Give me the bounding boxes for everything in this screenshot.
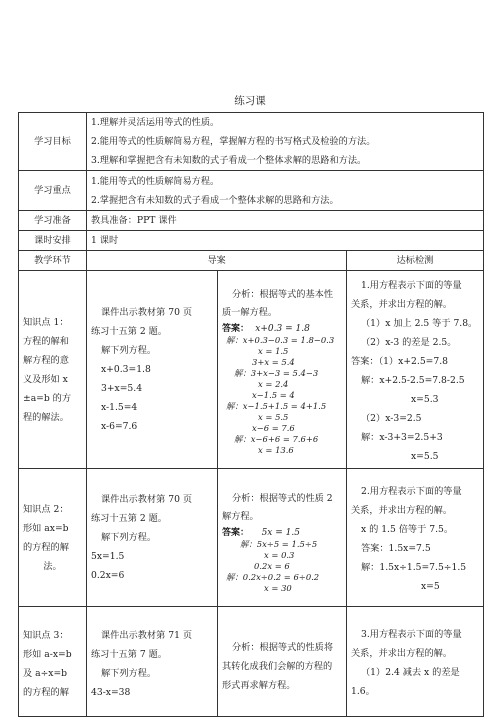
kp1-check-line: 答案：（1）x+2.5=7.8 bbox=[351, 356, 448, 367]
kp1-analysis-line: 质一解方程。 bbox=[222, 307, 278, 318]
kp2-math-line: 解：5x÷5 = 1.5÷5 bbox=[240, 538, 318, 549]
kp1-label bbox=[19, 271, 87, 469]
keypoint-item: 2.掌握把含有未知数的式子看成一个整体求解的思路和方法。 bbox=[91, 194, 339, 206]
kp3-guide-line: 课件出示教材第 71 页 bbox=[101, 629, 193, 641]
kp1-math-line: x = 5.5 bbox=[258, 412, 289, 422]
kp2-guide-line: 课件出示教材第 70 页 bbox=[101, 494, 193, 505]
kp3-analysis-line: 形式再求解方程。 bbox=[222, 680, 296, 691]
kp1-math-line: x = 2.4 bbox=[258, 379, 289, 389]
kp2-math-line: 0.2x = 6 bbox=[254, 560, 290, 571]
kp1-guide-line: 课件出示教材第 70 页 bbox=[101, 307, 193, 318]
header-stage: 教学环节 bbox=[19, 251, 87, 271]
row-keypoints bbox=[19, 171, 484, 211]
kp2-label-line: 的方程的解 bbox=[23, 541, 69, 553]
kp3-label-line: 形如 a-x=b bbox=[23, 648, 72, 660]
kp3-check-line: 关系，并求出方程的解。 bbox=[351, 648, 453, 659]
kp2-check-line: 解：1.5x÷1.5=7.5÷1.5 bbox=[361, 562, 467, 573]
row-kp2 bbox=[19, 469, 484, 607]
kp1-math-line: 3+x = 5.4 bbox=[252, 357, 295, 367]
header-check: 达标检测 bbox=[347, 251, 484, 271]
hours-value: 1 课时 bbox=[87, 231, 484, 251]
kp3-analysis-line: 其转化成我们会解的方程的 bbox=[222, 661, 333, 672]
kp2-math-line: x = 0.3 bbox=[264, 549, 295, 560]
kp1-math-line: 解：x−1.5+1.5 = 4+1.5 bbox=[226, 401, 327, 411]
kp2-analysis bbox=[218, 469, 347, 607]
kp1-math-line: 解：x+0.3−0.3 = 1.8−0.3 bbox=[226, 335, 335, 345]
kp3-label-line: 知识点 3： bbox=[23, 629, 69, 641]
kp2-label-line: 法。 bbox=[43, 560, 62, 572]
kp2-math-line: x = 30 bbox=[264, 582, 292, 593]
prep-value: 教具准备：PPT 课件 bbox=[87, 211, 484, 231]
keypoints-label: 学习重点 bbox=[19, 171, 87, 211]
kp1-analysis bbox=[218, 271, 347, 469]
keypoints-content bbox=[87, 171, 484, 211]
kp2-check-line: x=5 bbox=[421, 581, 440, 592]
row-prep bbox=[19, 211, 484, 231]
kp1-math-line: x−1.5 = 4 bbox=[252, 390, 295, 400]
kp3-guide-line: 练习十五第 7 题。 bbox=[91, 648, 167, 660]
kp1-math-line: 解：x−6+6 = 7.6+6 bbox=[234, 434, 319, 444]
kp3-label bbox=[19, 607, 87, 717]
kp2-guide-line: 练习十五第 2 题。 bbox=[91, 513, 167, 524]
header-guide: 导案 bbox=[87, 251, 347, 271]
goals-label: 学习目标 bbox=[19, 113, 87, 171]
kp1-math-line: x+0.3 = 1.8 bbox=[255, 324, 310, 334]
kp2-guide-line: 解下列方程。 bbox=[101, 532, 157, 543]
kp1-guide-line: 练习十五第 2 题。 bbox=[91, 326, 167, 337]
kp2-analysis-line: 分析：根据等式的性质 2 bbox=[232, 492, 333, 504]
kp3-analysis-line: 分析：根据等式的性质将 bbox=[232, 642, 334, 653]
kp3-analysis bbox=[218, 607, 347, 717]
kp2-label-line: 形如 ax=b bbox=[23, 522, 69, 534]
kp3-guide bbox=[87, 607, 218, 717]
goal-item: 3.理解和掌握把含有未知数的式子看成一个整体求解的思路和方法。 bbox=[91, 155, 367, 166]
kp2-math-line: 解：0.2x÷0.2 = 6÷0.2 bbox=[226, 571, 320, 582]
kp2-answer-label: 答案： 5x = 1.5 bbox=[222, 527, 300, 538]
kp1-solution bbox=[222, 324, 342, 456]
kp1-check-line: （1）x 加上 2.5 等于 7.8。 bbox=[361, 318, 478, 329]
kp1-label-line: 解方程的意 bbox=[23, 354, 69, 366]
goal-item: 2.能用等式的性质解简易方程，掌握解方程的书写格式及检验的方法。 bbox=[91, 136, 376, 147]
row-kp3 bbox=[19, 607, 484, 717]
lesson-plan-table bbox=[18, 112, 484, 717]
kp1-check-line: 关系，并求出方程的解。 bbox=[351, 299, 453, 310]
kp1-guide-line: x+0.3=1.8 bbox=[101, 364, 151, 375]
row-kp1 bbox=[19, 271, 484, 469]
kp1-check-line: 解：x-3+3=2.5+3 bbox=[361, 432, 443, 443]
kp1-math-line: 解：3+x−3 = 5.4−3 bbox=[234, 368, 319, 378]
kp1-check-line: 解：x+2.5-2.5=7.8-2.5 bbox=[361, 375, 465, 386]
kp1-label-line: ±a=b 的方 bbox=[23, 392, 72, 404]
kp2-check-line: x 的 1.5 倍等于 7.5。 bbox=[361, 524, 454, 535]
kp1-label-line: 知识点 1： bbox=[23, 316, 69, 328]
kp1-check-line: x=5.3 bbox=[411, 394, 439, 405]
kp2-label bbox=[19, 469, 87, 607]
kp1-guide-line: 3+x=5.4 bbox=[101, 383, 143, 394]
kp2-analysis-line: 解方程。 bbox=[222, 510, 259, 522]
kp3-check-line: 1.6。 bbox=[351, 686, 375, 697]
row-goals bbox=[19, 113, 484, 171]
kp3-check-line: 3.用方程表示下面的等量 bbox=[361, 629, 462, 640]
kp2-check-line: 2.用方程表示下面的等量 bbox=[361, 486, 462, 497]
kp2-guide bbox=[87, 469, 218, 607]
kp1-guide bbox=[87, 271, 218, 469]
kp1-guide-line: x-6=7.6 bbox=[101, 421, 138, 432]
kp1-check-line: （2）x-3 的差是 2.5。 bbox=[361, 337, 457, 348]
kp2-check bbox=[347, 469, 484, 607]
kp1-math-line: x = 13.6 bbox=[258, 445, 294, 455]
page-title: 练习课 bbox=[234, 95, 266, 107]
prep-label: 学习准备 bbox=[19, 211, 87, 231]
kp1-guide-line: x-1.5=4 bbox=[101, 402, 138, 413]
goals-content bbox=[87, 113, 484, 171]
kp3-label-line: 及 a÷x=b bbox=[23, 667, 68, 679]
goal-item: 1.理解并灵活运用等式的性质。 bbox=[91, 117, 220, 128]
hours-label: 课时安排 bbox=[19, 231, 87, 251]
kp1-label-line: 义及形如 x bbox=[23, 373, 68, 385]
kp1-math-line: x = 1.5 bbox=[258, 346, 289, 356]
row-hours bbox=[19, 231, 484, 251]
kp1-answer-label: 答案： x+0.3 = 1.8 bbox=[222, 324, 310, 334]
kp1-check bbox=[347, 271, 484, 469]
row-header bbox=[19, 251, 484, 271]
kp1-analysis-line: 分析：根据等式的基本性 bbox=[232, 289, 334, 300]
kp2-check-line: 答案：1.5x=7.5 bbox=[361, 543, 431, 554]
kp1-check-line: （2）x-3=2.5 bbox=[361, 413, 422, 424]
keypoint-item: 1.能用等式的性质解简易方程。 bbox=[91, 175, 220, 187]
kp3-guide-line: 解下列方程。 bbox=[101, 667, 157, 679]
kp2-math-line: 5x = 1.5 bbox=[261, 527, 300, 538]
kp2-check-line: 关系，并求出方程的解。 bbox=[351, 505, 453, 516]
kp3-guide-line: 43-x=38 bbox=[91, 686, 131, 698]
kp2-guide-line: 0.2x=6 bbox=[91, 570, 125, 581]
kp1-check-line: x=5.5 bbox=[411, 451, 439, 462]
kp2-solution bbox=[222, 528, 342, 594]
kp1-label-line: 方程的解和 bbox=[23, 335, 69, 347]
kp2-guide-line: 5x=1.5 bbox=[91, 551, 125, 562]
kp3-label-line: 的方程的解 bbox=[23, 686, 69, 698]
kp3-check bbox=[347, 607, 484, 717]
kp1-label-line: 程的解法。 bbox=[23, 411, 69, 423]
kp1-guide-line: 解下列方程。 bbox=[101, 345, 157, 356]
kp1-math-line: x−6 = 7.6 bbox=[252, 423, 295, 433]
kp1-check-line: 1.用方程表示下面的等量 bbox=[361, 280, 462, 291]
kp3-check-line: （1）2.4 减去 x 的差是 bbox=[361, 667, 460, 678]
kp2-label-line: 知识点 2： bbox=[23, 503, 69, 515]
